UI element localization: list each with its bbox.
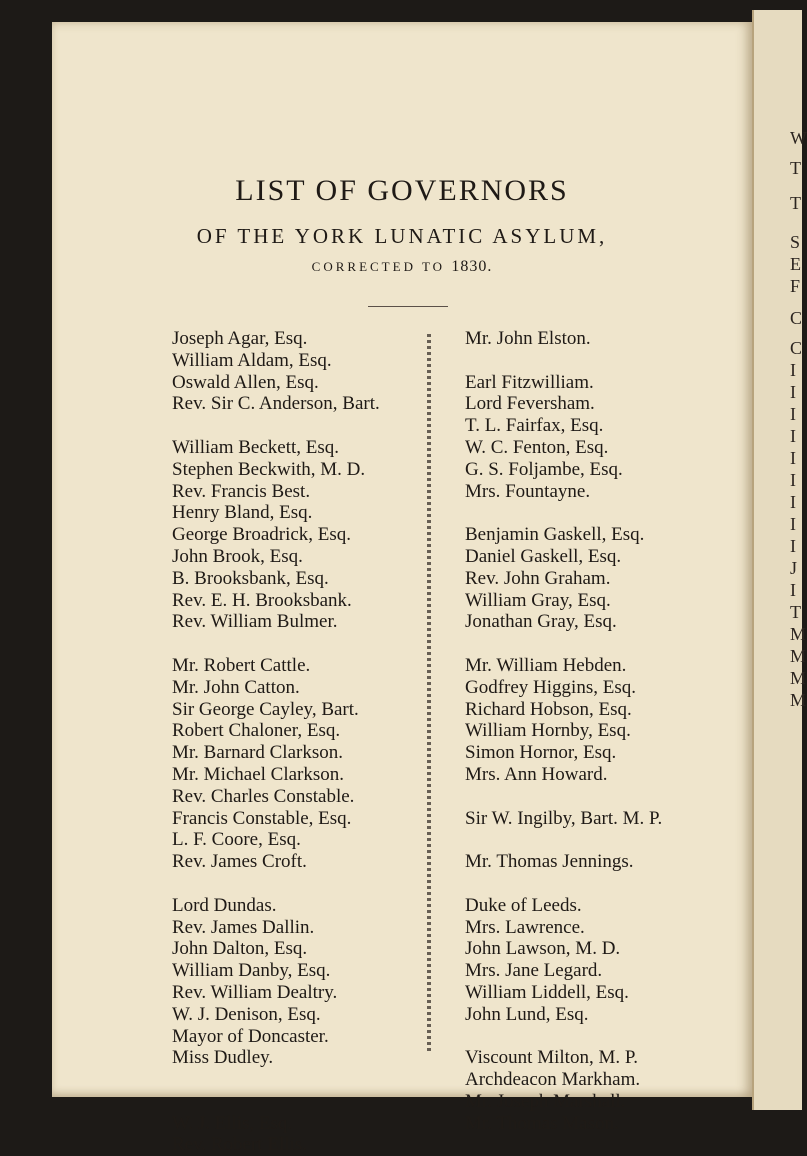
governor-name: Duke of Leeds.	[465, 894, 582, 916]
group-spacer	[465, 829, 755, 851]
governor-name: G. S. Foljambe, Esq.	[465, 458, 623, 480]
governor-name: Rev. Sir C. Anderson, Bart.	[172, 393, 380, 415]
group-spacer	[465, 873, 755, 895]
governor-name: Sir W. Ingilby, Bart. M. P.	[465, 807, 663, 829]
facing-page-letter: F	[790, 276, 801, 296]
governor-name: Benjamin Gaskell, Esq.	[465, 524, 645, 546]
governor-name: Lord Dundas.	[172, 894, 277, 916]
facing-page-letter: I	[790, 514, 796, 534]
column-divider	[427, 334, 431, 1054]
facing-page-letter: I	[790, 448, 796, 468]
governor-name: Rev. James Croft.	[172, 851, 307, 873]
governor-name: William Gray, Esq.	[465, 589, 611, 611]
facing-page-letter: C	[790, 308, 803, 328]
governor-name: Mrs. Ann Howard.	[465, 763, 608, 785]
group-spacer	[172, 1069, 472, 1091]
governor-name: W. J. Ellis, Esq.	[172, 1112, 293, 1134]
facing-page-letter: I	[790, 536, 796, 556]
facing-page-letter: M	[790, 668, 807, 688]
corrected-line	[52, 258, 752, 276]
governor-name: Earl Fitzwilliam.	[465, 371, 594, 393]
governor-name: Daniel Gaskell, Esq.	[465, 545, 622, 567]
group-spacer	[465, 350, 755, 372]
governor-name: William Aldam, Esq.	[172, 349, 332, 371]
governor-name: Miss Dudley.	[172, 1047, 274, 1069]
page-subtitle: OF THE YORK LUNATIC ASYLUM,	[196, 224, 608, 248]
facing-page-letter: I	[790, 470, 796, 490]
facing-page-letter: I	[790, 360, 796, 380]
governor-name: Robert Chaloner, Esq.	[172, 720, 341, 742]
governor-name: W. J. Denison, Esq.	[172, 1003, 321, 1025]
corrected-label: CORRECTED TO	[311, 259, 446, 274]
governor-name: Mr. John Catton.	[172, 676, 300, 698]
group-spacer	[465, 633, 755, 655]
facing-page-letter: T	[790, 158, 801, 178]
governor-name: Viscount Milton, M. P.	[465, 1047, 639, 1069]
facing-page-letter: M	[790, 624, 807, 644]
title-rule	[368, 306, 448, 307]
facing-page-letter: I	[790, 382, 796, 402]
book-page	[52, 22, 752, 1156]
governor-name: Mr. Barnard Clarkson.	[172, 742, 343, 764]
governor-name: Rev. Robert Ellis.	[172, 1134, 307, 1156]
governor-name: Mr. Joseph Marshall.	[465, 1090, 626, 1112]
governor-name: W. C. Fenton, Esq.	[465, 436, 609, 458]
governor-name: Oswald Allen, Esq.	[172, 371, 319, 393]
governor-name: William Danby, Esq.	[172, 960, 331, 982]
governor-name: George Broadrick, Esq.	[172, 524, 352, 546]
facing-page-letter: M	[790, 690, 807, 710]
governor-name: Jonathan Gray, Esq.	[465, 611, 617, 633]
governor-name: Henry Bland, Esq.	[172, 502, 313, 524]
governor-name: Archdeacon Markham.	[465, 1069, 641, 1091]
group-spacer	[465, 502, 755, 524]
governor-name: Richard Hobson, Esq.	[465, 698, 632, 720]
governor-name: Rev. William Dealtry.	[172, 981, 338, 1003]
facing-page-edge	[752, 10, 807, 1110]
governor-name: William Beckett, Esq.	[172, 436, 340, 458]
governor-name: Rev. William Bulmer.	[172, 611, 338, 633]
governor-name: Stephen Beckwith, M. D.	[172, 458, 366, 480]
governor-name: Mr. Michael Clarkson.	[172, 763, 345, 785]
facing-page-letter: J	[790, 558, 798, 578]
governor-name: Sir George Cayley, Bart.	[172, 698, 359, 720]
governor-name: Francis Constable, Esq.	[172, 807, 352, 829]
governor-name: William Hornby, Esq.	[465, 720, 631, 742]
governor-name: William Liddell, Esq.	[465, 981, 629, 1003]
facing-page-letter: I	[790, 580, 796, 600]
governor-name: Rev. John Graham.	[465, 567, 611, 589]
right-governor-column	[465, 328, 755, 1134]
governor-name: Mr. William Hebden.	[465, 654, 627, 676]
governor-name: Rev. Francis Best.	[172, 480, 311, 502]
facing-page-letter: I	[790, 404, 796, 424]
facing-page-letter: E	[790, 254, 801, 274]
facing-page-letter: I	[790, 492, 796, 512]
governor-name: Simon Hornor, Esq.	[465, 742, 617, 764]
facing-page-letter: I	[790, 426, 796, 446]
governor-name: Mr. Thomas Mason.	[465, 1112, 619, 1134]
governor-name: Rev. E. H. Brooksbank.	[172, 589, 352, 611]
governor-name: Mayor of Doncaster.	[172, 1025, 329, 1047]
governor-name: Mr. Thomas Jennings.	[465, 851, 634, 873]
corrected-year: 1830.	[451, 258, 493, 275]
governor-name: Godfrey Higgins, Esq.	[465, 676, 636, 698]
governor-name: B. Brooksbank, Esq.	[172, 567, 329, 589]
governor-name: John Brook, Esq.	[172, 545, 303, 567]
governor-name: John Dalton, Esq.	[172, 938, 308, 960]
governor-name: Mrs. Fountayne.	[465, 480, 591, 502]
governor-name: John Lund, Esq.	[465, 1003, 589, 1025]
governor-name: Joseph Agar, Esq.	[172, 328, 308, 349]
governor-name: Rev. Charles Constable.	[172, 785, 355, 807]
facing-page-letter: T	[790, 193, 801, 213]
facing-page-letter: M	[790, 646, 807, 666]
group-spacer	[465, 786, 755, 808]
group-spacer	[465, 1026, 755, 1048]
facing-page-letter: W	[790, 128, 807, 148]
governor-name: Lord Feversham.	[465, 393, 595, 415]
governor-name: John Lawson, M. D.	[465, 938, 621, 960]
governor-name: Rev. James Dallin.	[172, 916, 315, 938]
facing-page-letter: T	[790, 602, 801, 622]
governor-name: Mrs. Lawrence.	[465, 916, 585, 938]
governor-name: Mr. John Elston.	[465, 328, 591, 349]
governor-name: L. F. Coore, Esq.	[172, 829, 301, 851]
group-spacer	[172, 1091, 472, 1113]
facing-page-letter: S	[790, 232, 801, 252]
governor-name: T. L. Fairfax, Esq.	[465, 415, 604, 437]
governor-name: Mr. Robert Cattle.	[172, 654, 311, 676]
facing-page-letter: C	[790, 338, 803, 358]
governor-name: Mrs. Jane Legard.	[465, 960, 603, 982]
page-title: LIST OF GOVERNORS	[235, 174, 569, 207]
